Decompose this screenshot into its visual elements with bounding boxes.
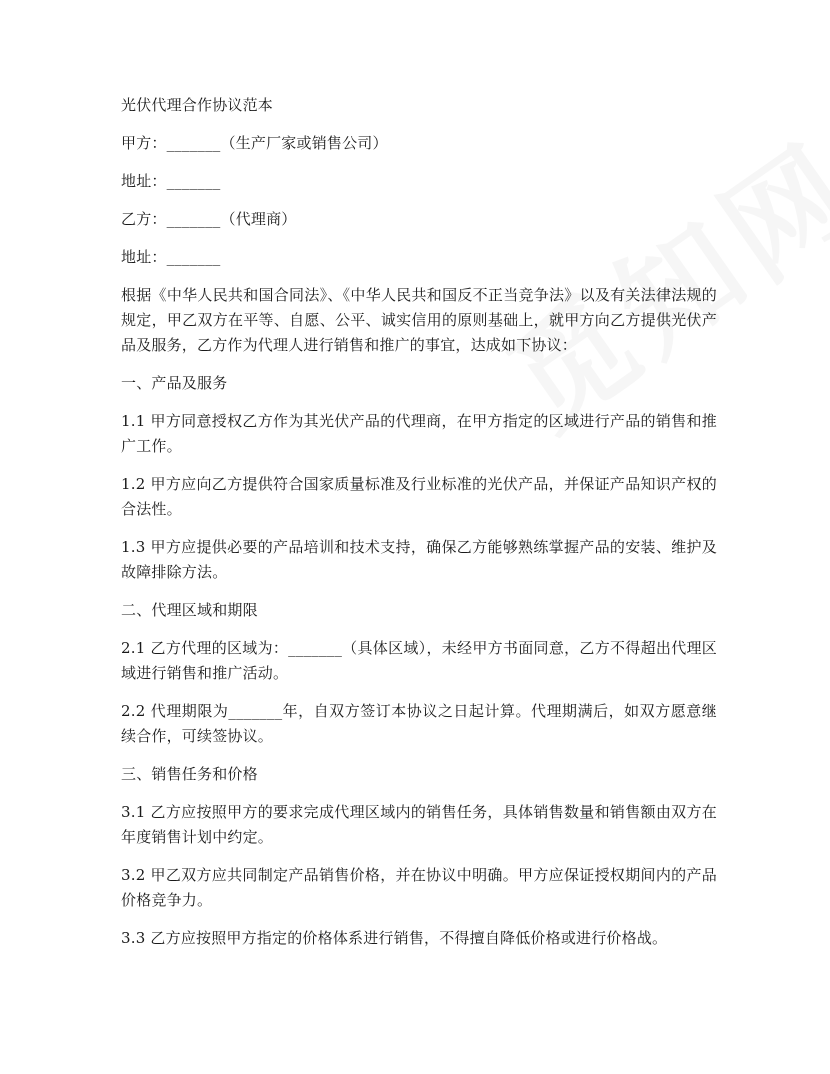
clause-1-3: 1.3 甲方应提供必要的产品培训和技术支持，确保乙方能够熟练掌握产品的安装、维护及故障排除方法。 <box>121 538 717 581</box>
party-a-line: 甲方：_______（生产厂家或销售公司） <box>121 134 388 152</box>
clause-2-1: 2.1 乙方代理的区域为：_______（具体区域），未经甲方书面同意，乙方不得超出代理区域进行销售和推广活动。 <box>121 639 717 682</box>
document-body <box>121 93 717 951</box>
clause-3-3: 3.3 乙方应按照甲方指定的价格体系进行销售，不得擅自降低价格或进行价格战。 <box>121 929 668 947</box>
party-a-address: 地址：_______ <box>121 172 221 190</box>
preamble-paragraph: 根据《中华人民共和国合同法》、《中华人民共和国反不正当竞争法》以及有关法律法规的规定，甲乙双方在平等、自愿、公平、诚实信用的原则基础上，就甲方向乙方提供光伏产品及服务，乙方作为代理人进行销售和推广的事宜，达成如下协议： <box>121 286 717 354</box>
clause-3-1: 3.1 乙方应按照甲方的要求完成代理区域内的销售任务，具体销售数量和销售额由双方在年度销售计划中约定。 <box>121 803 717 846</box>
section-heading: 一、产品及服务 <box>121 374 228 392</box>
clause-3-2: 3.2 甲乙双方应共同制定产品销售价格，并在协议中明确。甲方应保证授权期间内的产品价格竞争力。 <box>121 866 717 909</box>
clause-1-2: 1.2 甲方应向乙方提供符合国家质量标准及行业标准的光伏产品，并保证产品知识产权的合法性。 <box>121 475 717 518</box>
document-title: 光伏代理合作协议范本 <box>121 96 274 114</box>
section-heading: 三、销售任务和价格 <box>121 765 258 783</box>
party-b-address: 地址：_______ <box>121 248 221 266</box>
section-heading: 二、代理区域和期限 <box>121 601 258 619</box>
clause-1-1: 1.1 甲方同意授权乙方作为其光伏产品的代理商，在甲方指定的区域进行产品的销售和推广工作。 <box>121 412 717 455</box>
clause-2-2: 2.2 代理期限为_______年，自双方签订本协议之日起计算。代理期满后，如双方愿意继续合作，可续签协议。 <box>121 702 717 745</box>
party-b-line: 乙方：_______（代理商） <box>121 210 297 228</box>
